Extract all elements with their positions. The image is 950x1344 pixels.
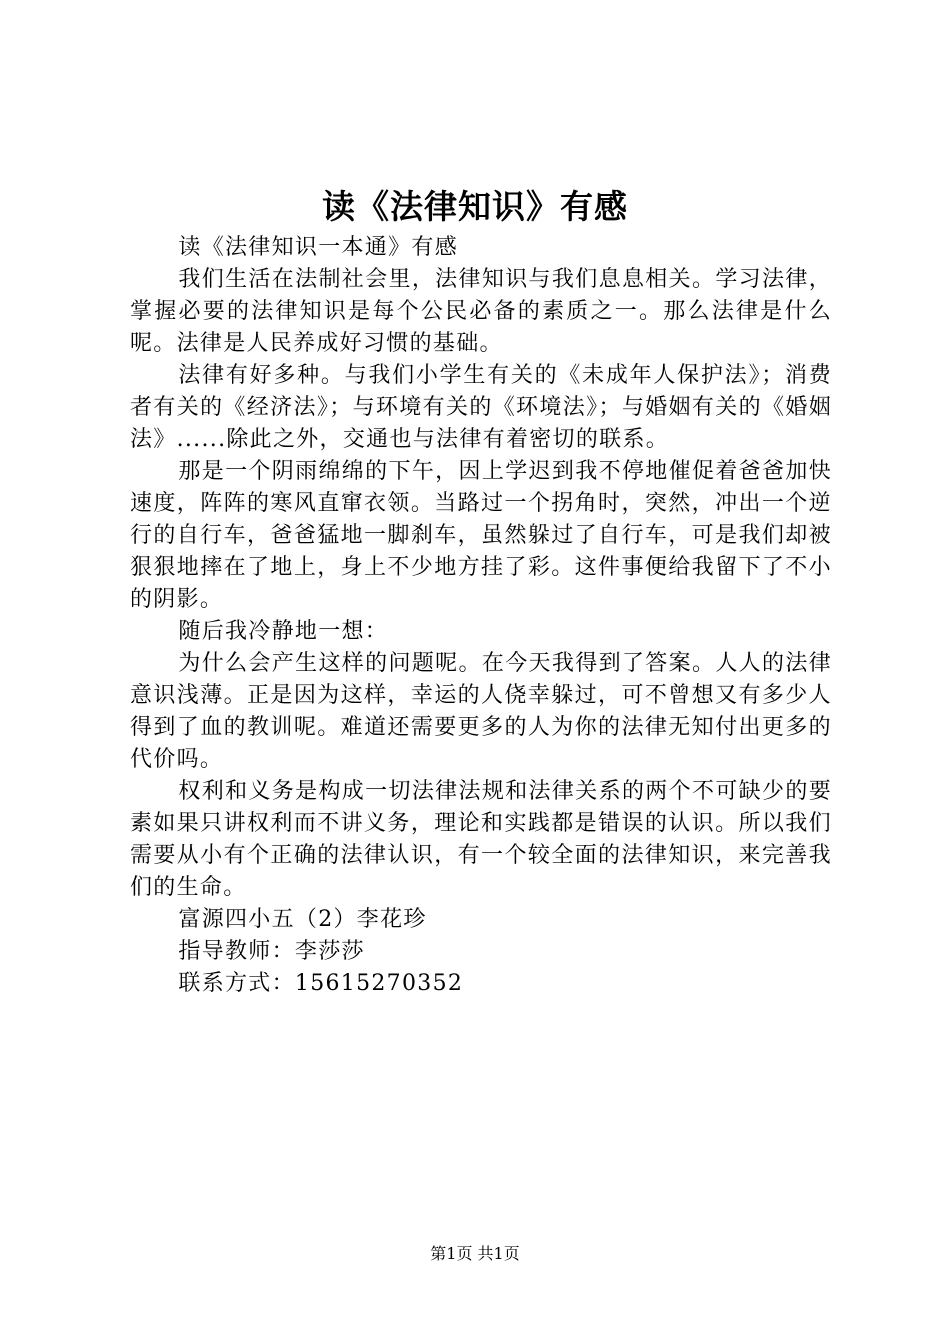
document-title: 读《法律知识》有感 [322, 187, 628, 226]
paragraph: 为什么会产生这样的问题呢。在今天我得到了答案。人人的法律意识浅薄。正是因为这样，幸运的人侥幸躲过，可不曾想又有多少人得到了血的教训呢。难道还需要更多的人为你的法律无知付出更多的代价吗。 [130, 651, 832, 772]
document-body [130, 232, 832, 1000]
paragraph: 权利和义务是构成一切法律法规和法律关系的两个不可缺少的要素如果只讲权利而不讲义务，理论和实践都是错误的认识。所以我们需要从小有个正确的法律认识，有一个较全面的法律知识，来完善我们的生命。 [130, 779, 832, 900]
paragraph: 法律有好多种。与我们小学生有关的《未成年人保护法》；消费者有关的《经济法》；与环境有关的《环境法》；与婚姻有关的《婚姻法》......除此之外，交通也与法律有着密切的联系。 [130, 363, 832, 452]
page-number: 第1页 共1页 [430, 1244, 520, 1263]
teacher-line: 指导教师：李莎莎 [178, 939, 365, 964]
paragraph-subtitle: 读《法律知识一本通》有感 [178, 235, 458, 260]
paragraph: 那是一个阴雨绵绵的下午，因上学迟到我不停地催促着爸爸加快速度，阵阵的寒风直窜衣领。当路过一个拐角时，突然，冲出一个逆行的自行车，爸爸猛地一脚刹车，虽然躲过了自行车，可是我们却被狠狠地摔在了地上，身上不少地方挂了彩。这件事便给我留下了不小的阴影。 [130, 459, 832, 612]
paragraph: 我们生活在法制社会里，法律知识与我们息息相关。学习法律，掌握必要的法律知识是每个公民必备的素质之一。那么法律是什么呢。法律是人民养成好习惯的基础。 [130, 267, 832, 356]
contact-line: 联系方式：15615270352 [178, 971, 464, 996]
author-line: 富源四小五（2）李花珍 [178, 907, 427, 932]
paragraph: 随后我冷静地一想： [178, 619, 389, 644]
